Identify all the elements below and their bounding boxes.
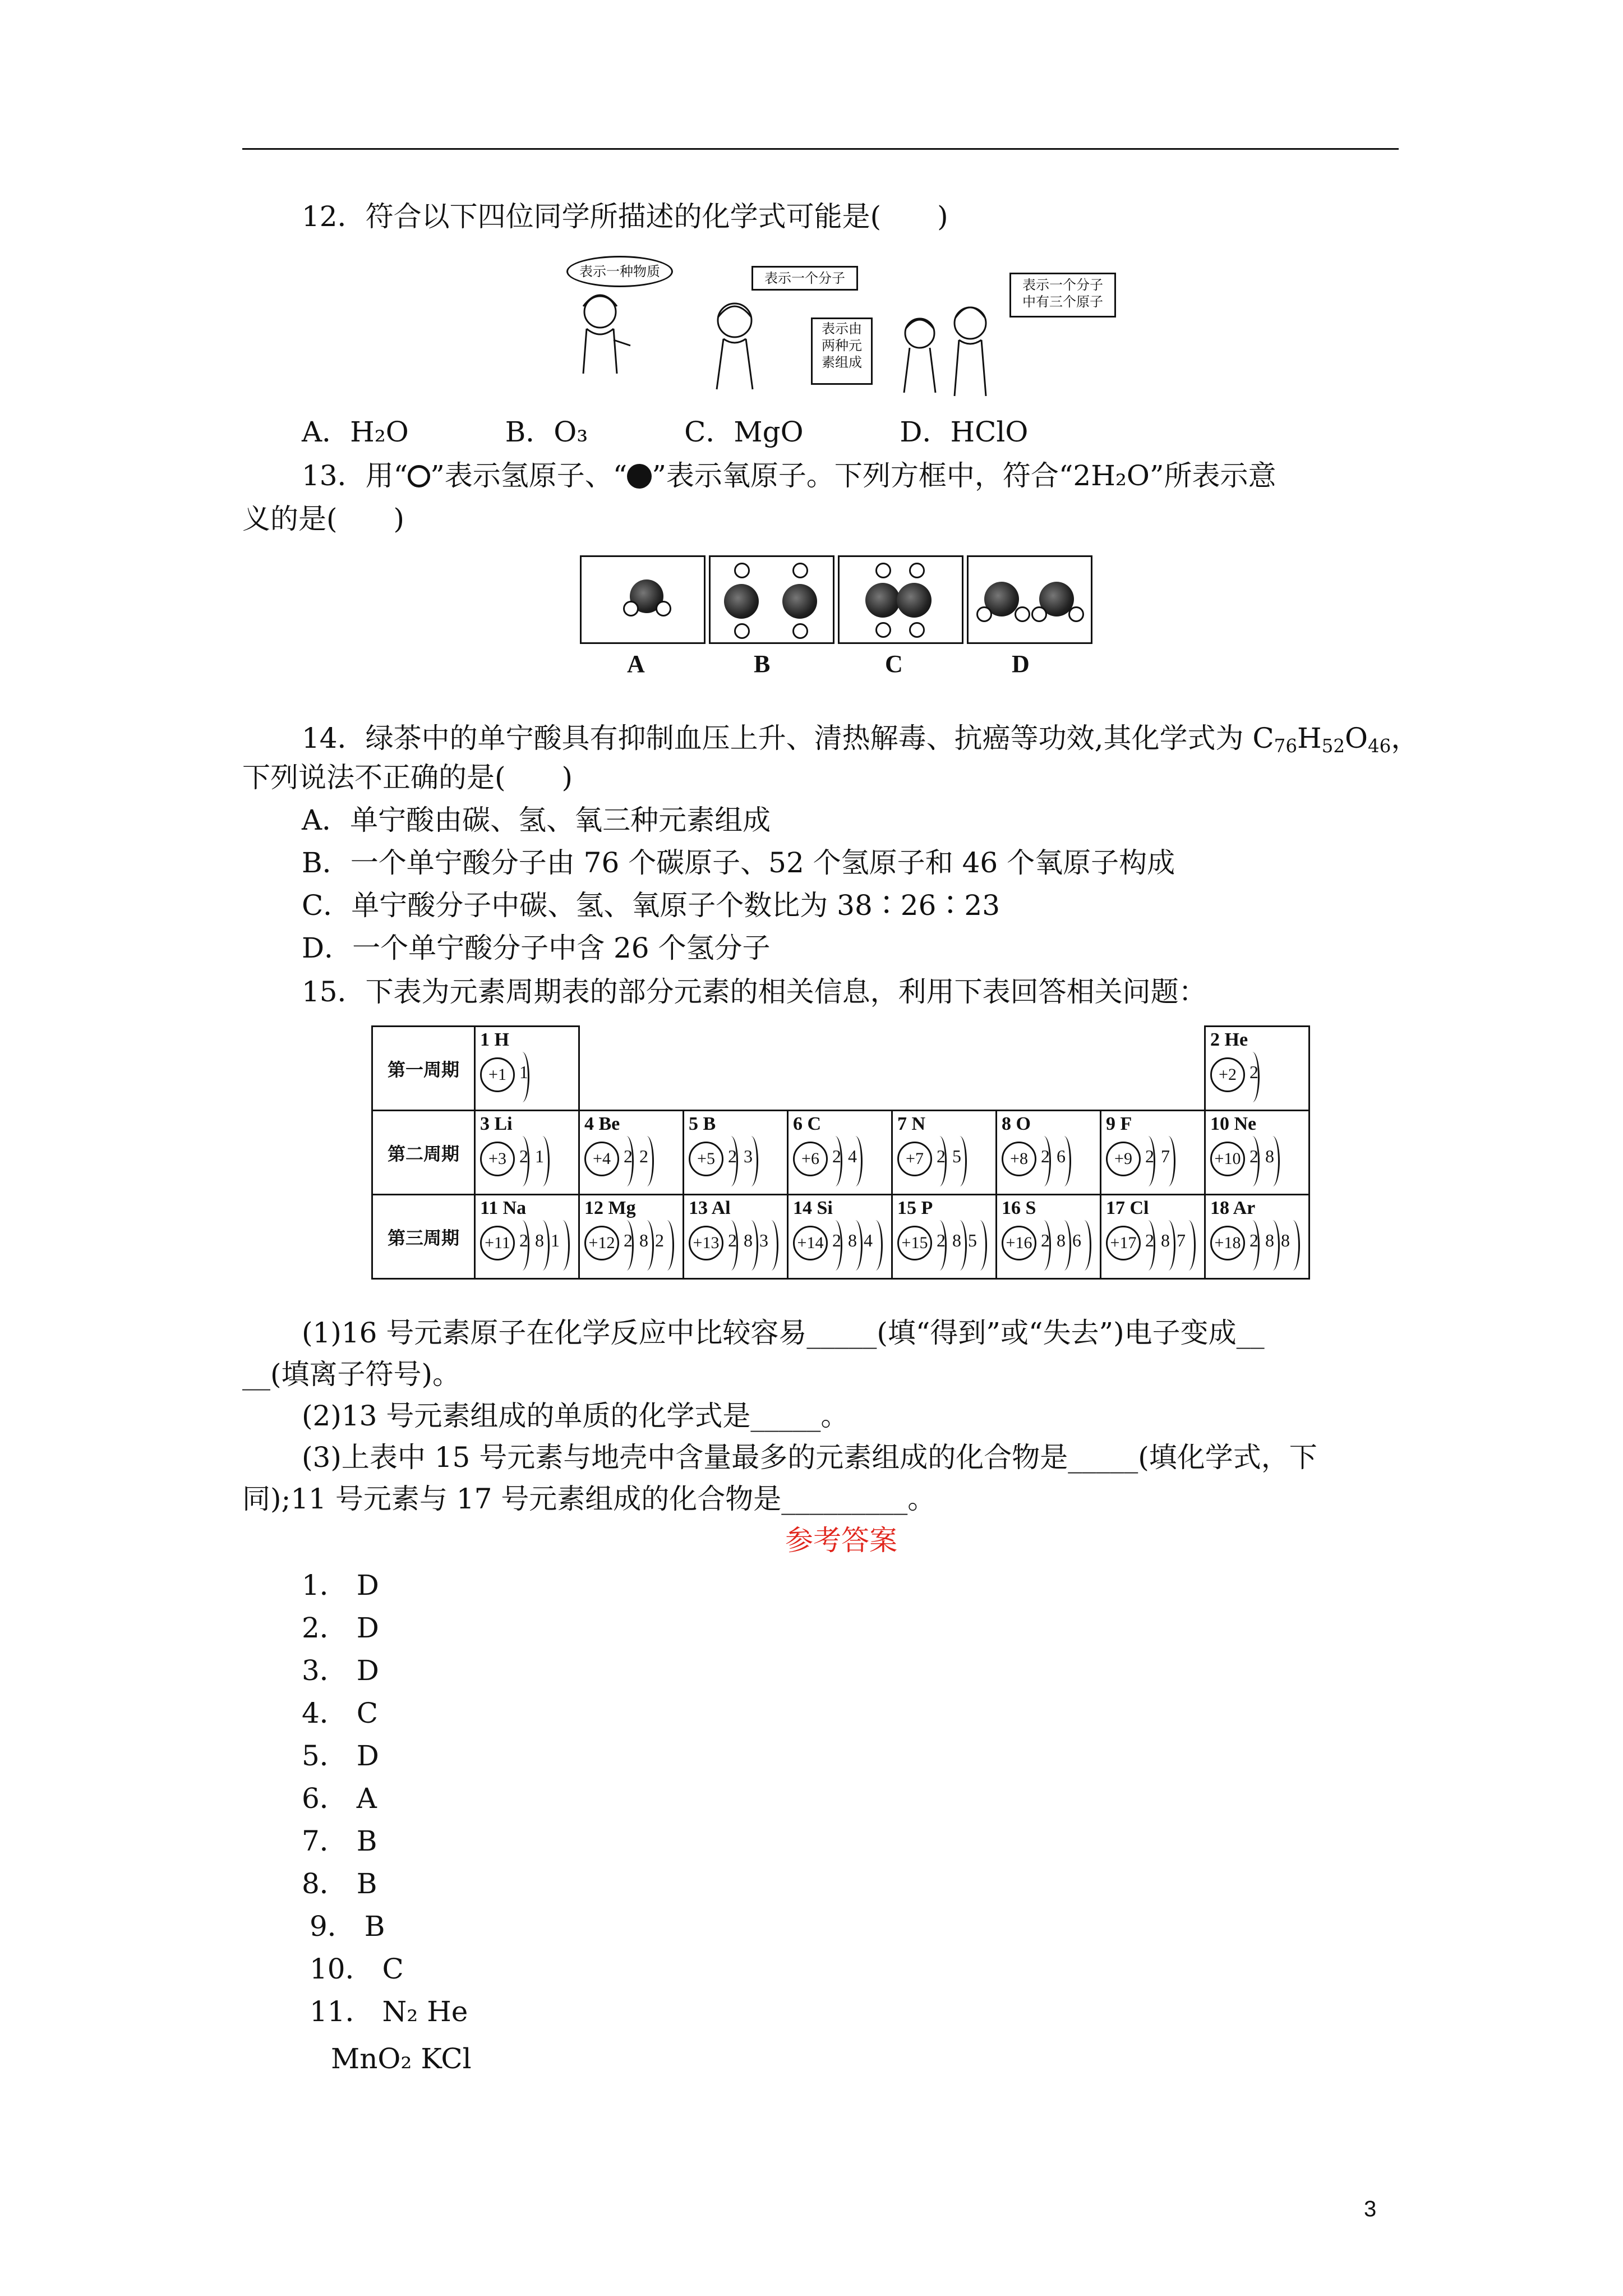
shell-arc: [660, 1220, 674, 1271]
q12-option-b: B．O₃: [505, 416, 588, 448]
oxygen-atom: [897, 583, 932, 618]
periodic-table: [371, 1025, 1310, 1280]
answer-item: 9． B: [310, 1910, 385, 1943]
answer-item: 8． B: [302, 1867, 377, 1900]
element-name: 18 Ar: [1210, 1198, 1256, 1218]
electron-shells: 2: [1249, 1062, 1260, 1082]
hydrogen-atom: [792, 623, 808, 639]
element-cell: [892, 1111, 997, 1195]
element-name: 12 Mg: [584, 1198, 636, 1218]
element-cell: [684, 1195, 788, 1279]
shell-arc: [744, 1136, 758, 1186]
shell-arc: [515, 1052, 529, 1102]
shell-arc: [952, 1136, 967, 1186]
q13-stem-b: ”表示氢原子、“: [430, 459, 628, 492]
q13-stem-a: 13．用“: [302, 459, 408, 492]
q13-stem-line2: 义的是( ): [242, 503, 405, 535]
electron-shells: 1: [519, 1062, 529, 1082]
shell-arc: [1057, 1220, 1071, 1271]
q12-option-d: D．HClO: [900, 416, 1029, 448]
shell-arc: [828, 1220, 842, 1271]
periodic-row: [372, 1027, 1310, 1111]
nucleus-charge: +13: [689, 1226, 723, 1260]
nucleus-charge: +10: [1210, 1142, 1245, 1176]
shell-arc: [1077, 1220, 1091, 1271]
shell-arc: [932, 1136, 947, 1186]
element-name: 8 O: [1002, 1114, 1031, 1134]
periodic-row: [372, 1195, 1310, 1279]
box-label-c: C: [885, 650, 903, 678]
element-cell: [1205, 1027, 1310, 1111]
element-name: 1 H: [480, 1029, 509, 1050]
q14-stem-line2: 下列说法不正确的是( ): [242, 761, 573, 794]
shell-arc: [619, 1220, 634, 1271]
answer-item: 5． D: [302, 1740, 379, 1772]
answer-item: 11． N₂ He: [310, 1995, 468, 2028]
element-cell: [788, 1111, 892, 1195]
nucleus-charge: +15: [897, 1226, 932, 1260]
element-name: 10 Ne: [1210, 1114, 1257, 1134]
nucleus-charge: +9: [1106, 1142, 1141, 1176]
hydrogen-atom: [656, 601, 671, 616]
oxygen-atom: [724, 584, 759, 619]
period-label: 第一周期: [372, 1027, 475, 1111]
q12-option-c: C．MgO: [684, 416, 804, 448]
nucleus-charge: +12: [584, 1226, 619, 1260]
element-name: 16 S: [1002, 1198, 1036, 1218]
hydrogen-atom: [1031, 606, 1047, 622]
nucleus-charge: +2: [1210, 1057, 1245, 1092]
element-name: 2 He: [1210, 1029, 1248, 1050]
hydrogen-atom-icon: [408, 465, 430, 487]
molecule-box-d: [967, 555, 1092, 644]
q15-sub3-line2: 同);11 号元素与 17 号元素组成的化合物是_________。: [242, 1483, 936, 1515]
shell-arc: [972, 1220, 987, 1271]
shell-arc: [1265, 1220, 1280, 1271]
shell-arc: [764, 1220, 778, 1271]
element-name: 11 Na: [480, 1198, 527, 1218]
students-illustration: [566, 289, 1127, 402]
period-label: 第二周期: [372, 1111, 475, 1195]
oxygen-atom-icon: [627, 464, 652, 489]
electron-shells: 2 8 6: [1041, 1230, 1082, 1250]
nucleus-charge: +18: [1210, 1226, 1245, 1260]
q14-option-d: D．一个单宁酸分子中含 26 个氢分子: [302, 932, 771, 964]
answer-11-line2: MnO₂ KCl: [331, 2042, 472, 2075]
element-cell: [475, 1027, 579, 1111]
electron-shells: 2 8: [1249, 1146, 1275, 1166]
element-cell: [579, 1195, 684, 1279]
blank-cell: [579, 1027, 1205, 1111]
nucleus-charge: +5: [689, 1142, 723, 1176]
element-cell: [1101, 1195, 1205, 1279]
answer-item: 4． C: [302, 1697, 378, 1729]
q15-sub3-line1: (3)上表中 15 号元素与地壳中含量最多的元素组成的化合物是_____(填化学式，下: [302, 1441, 1317, 1474]
answer-item: 1． D: [302, 1569, 379, 1602]
q15-stem: 15．下表为元素周期表的部分元素的相关信息，利用下表回答相关问题：: [302, 976, 1207, 1008]
shell-arc: [639, 1136, 654, 1186]
electron-shells: 2 8 1: [519, 1230, 561, 1250]
shell-arc: [515, 1136, 529, 1186]
shell-arc: [1057, 1136, 1071, 1186]
shell-arc: [1245, 1220, 1260, 1271]
hydrogen-atom: [734, 623, 750, 639]
box-label-a: A: [627, 650, 645, 678]
q14-option-c: C．单宁酸分子中碳、氢、氧原子个数比为 38∶26∶23: [302, 889, 1000, 922]
q14-option-a: A．单宁酸由碳、氢、氧三种元素组成: [302, 804, 771, 836]
shell-arc: [1245, 1136, 1260, 1186]
page-number: 3: [1364, 2197, 1377, 2221]
element-cell: [788, 1195, 892, 1279]
element-cell: [997, 1195, 1101, 1279]
electron-shells: 2 6: [1041, 1146, 1067, 1166]
box-label-b: B: [754, 650, 771, 678]
element-name: 7 N: [897, 1114, 926, 1134]
element-name: 14 Si: [793, 1198, 833, 1218]
shell-arc: [1245, 1052, 1260, 1102]
shell-arc: [535, 1220, 550, 1271]
shell-arc: [1036, 1220, 1051, 1271]
shell-arc: [1161, 1220, 1175, 1271]
hydrogen-atom: [909, 563, 925, 578]
nucleus-charge: +17: [1106, 1226, 1141, 1260]
q12-option-a: A．H₂O: [302, 416, 409, 448]
electron-shells: 2 3: [728, 1146, 754, 1166]
shell-arc: [868, 1220, 883, 1271]
element-cell: [997, 1111, 1101, 1195]
shell-arc: [1036, 1136, 1051, 1186]
shell-arc: [639, 1220, 654, 1271]
answer-item: 6． A: [302, 1782, 377, 1815]
q15-sub2: (2)13 号元素组成的单质的化学式是_____。: [302, 1400, 849, 1432]
element-name: 6 C: [793, 1114, 822, 1134]
hydrogen-atom: [875, 563, 891, 578]
molecule-box-c: [838, 555, 963, 644]
element-name: 3 Li: [480, 1114, 513, 1134]
nucleus-charge: +6: [793, 1142, 828, 1176]
shell-arc: [535, 1136, 550, 1186]
electron-shells: 2 4: [832, 1146, 858, 1166]
shell-arc: [828, 1136, 842, 1186]
shell-arc: [848, 1136, 863, 1186]
shell-arc: [723, 1220, 738, 1271]
header-rule: [242, 148, 1399, 150]
element-cell: [475, 1111, 579, 1195]
shell-arc: [932, 1220, 947, 1271]
nucleus-charge: +7: [897, 1142, 932, 1176]
hydrogen-atom: [976, 606, 992, 622]
oxygen-atom: [782, 584, 817, 619]
q12-options: [302, 415, 1028, 449]
bubble-1: 表示一种物质: [566, 256, 673, 287]
hydrogen-atom: [875, 622, 891, 638]
bubble-3: 表示由两种元素组成: [811, 318, 873, 385]
q14-option-b: B．一个单宁酸分子由 76 个碳原子、52 个氢原子和 46 个氧原子构成: [302, 846, 1175, 879]
q15-sub1-line1: (1)16 号元素原子在化学反应中比较容易_____(填“得到”或“失去”)电子变成__: [302, 1317, 1265, 1349]
hydrogen-atom: [909, 622, 925, 638]
element-cell: [475, 1195, 579, 1279]
element-cell: [1101, 1111, 1205, 1195]
answer-item: 2． D: [302, 1612, 379, 1644]
q15-sub1-line2: __(填离子符号)。: [242, 1358, 461, 1391]
element-name: 9 F: [1106, 1114, 1132, 1134]
electron-shells: 2 8 4: [832, 1230, 874, 1250]
shell-arc: [1141, 1136, 1155, 1186]
periodic-row: [372, 1111, 1310, 1195]
nucleus-charge: +1: [480, 1057, 515, 1092]
hydrogen-atom: [1068, 606, 1084, 622]
element-name: 5 B: [689, 1114, 716, 1134]
element-name: 15 P: [897, 1198, 933, 1218]
electron-shells: 2 7: [1145, 1146, 1171, 1166]
element-name: 17 Cl: [1106, 1198, 1149, 1218]
electron-shells: 2 8 8: [1249, 1230, 1291, 1250]
answer-item: 7． B: [302, 1825, 377, 1857]
molecule-box-a: [580, 555, 706, 644]
shell-arc: [1181, 1220, 1196, 1271]
box-label-d: D: [1012, 650, 1030, 678]
element-name: 4 Be: [584, 1114, 620, 1134]
electron-shells: 2 8 2: [624, 1230, 665, 1250]
electron-shells: 2 8 3: [728, 1230, 769, 1250]
answers-title: 参考答案: [785, 1524, 897, 1557]
nucleus-charge: +14: [793, 1226, 828, 1260]
shell-arc: [744, 1220, 758, 1271]
hydrogen-atom: [623, 601, 639, 616]
bubble-2: 表示一个分子: [751, 266, 858, 291]
answer-item: 10． C: [310, 1953, 404, 1985]
shell-arc: [555, 1220, 570, 1271]
shell-arc: [1161, 1136, 1175, 1186]
electron-shells: 2 1: [519, 1146, 545, 1166]
molecule-box-b: [709, 555, 834, 644]
electron-shells: 2 8 7: [1145, 1230, 1187, 1250]
hydrogen-atom: [1015, 606, 1030, 622]
electron-shells: 2 5: [937, 1146, 962, 1166]
shell-arc: [952, 1220, 967, 1271]
nucleus-charge: +11: [480, 1226, 515, 1260]
hydrogen-atom: [734, 563, 750, 578]
period-label: 第三周期: [372, 1195, 475, 1279]
element-name: 13 Al: [689, 1198, 731, 1218]
q13-stem-line1: [302, 459, 1276, 493]
shell-arc: [619, 1136, 634, 1186]
q14-stem-line1: 14．绿茶中的单宁酸具有抑制血压上升、清热解毒、抗癌等功效,其化学式为 $C_{76}H_{52}O_{46}$，: [302, 722, 1419, 757]
q12-stem: 12．符合以下四位同学所描述的化学式可能是( ): [302, 200, 948, 233]
element-cell: [684, 1111, 788, 1195]
nucleus-charge: +16: [1002, 1226, 1036, 1260]
shell-arc: [1265, 1136, 1280, 1186]
element-cell: [579, 1111, 684, 1195]
answer-item: 3． D: [302, 1654, 379, 1687]
bubble-4: 表示一个分子中有三个原子: [1009, 273, 1116, 318]
electron-shells: 2 8 5: [937, 1230, 978, 1250]
element-cell: [1205, 1195, 1310, 1279]
shell-arc: [848, 1220, 863, 1271]
hydrogen-atom: [792, 563, 808, 578]
shell-arc: [1141, 1220, 1155, 1271]
shell-arc: [515, 1220, 529, 1271]
electron-shells: 2 2: [624, 1146, 649, 1166]
nucleus-charge: +8: [1002, 1142, 1036, 1176]
element-cell: [1205, 1111, 1310, 1195]
shell-arc: [723, 1136, 738, 1186]
nucleus-charge: +4: [584, 1142, 619, 1176]
nucleus-charge: +3: [480, 1142, 515, 1176]
shell-arc: [1285, 1220, 1300, 1271]
element-cell: [892, 1195, 997, 1279]
q12-cartoon: [566, 256, 1103, 396]
q13-stem-c: ”表示氧原子。下列方框中，符合“2H₂O”所表示意: [652, 459, 1276, 492]
oxygen-atom: [865, 583, 900, 618]
